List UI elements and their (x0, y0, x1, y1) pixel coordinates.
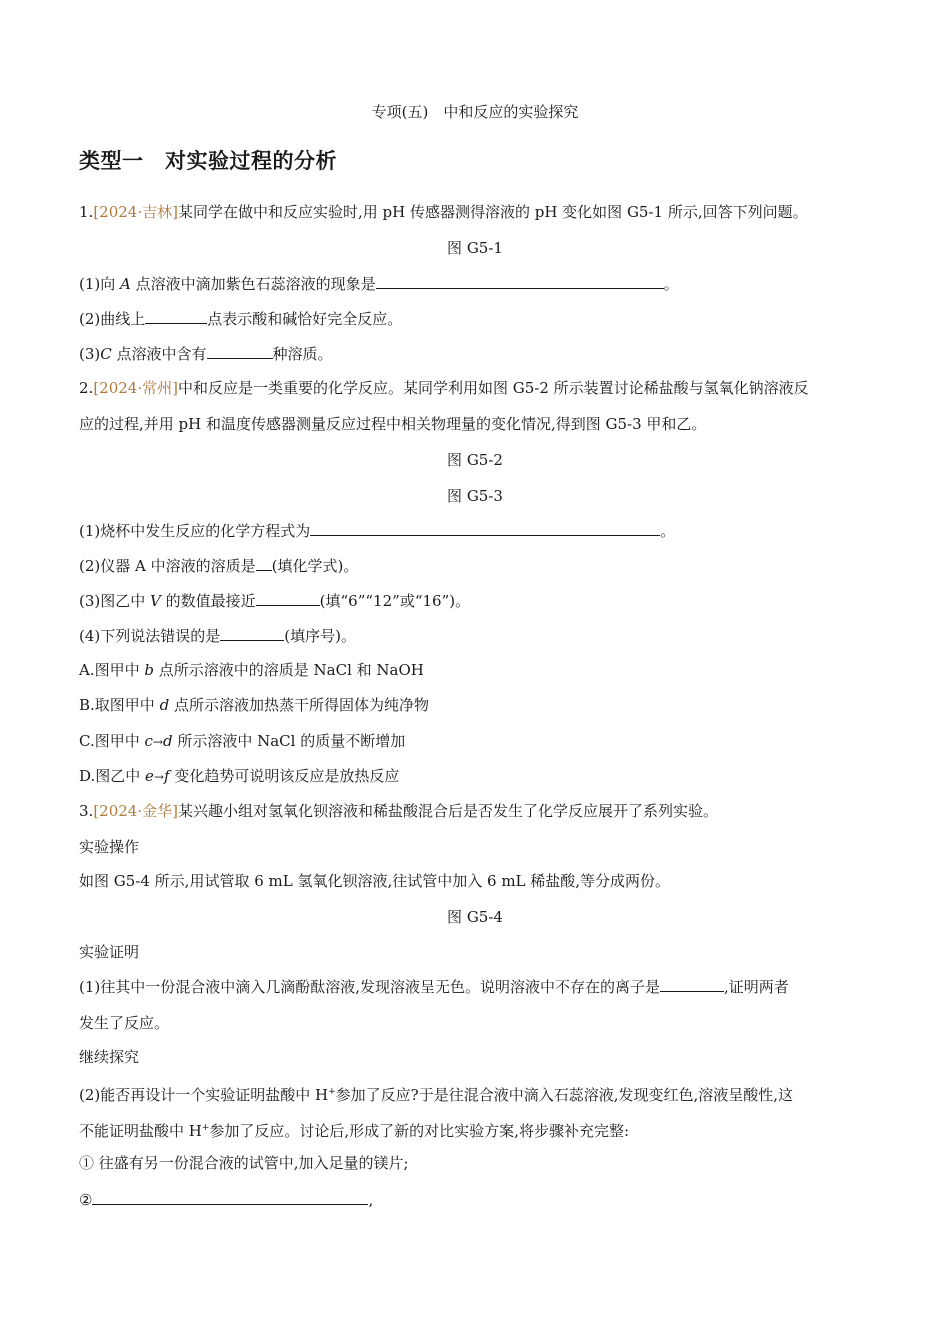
subheading-continue: 继续探究 (79, 1048, 140, 1066)
q3-part1-line2: 发生了反应。 (79, 1014, 170, 1032)
option-text: 变化趋势可说明该反应是放热反应 (169, 767, 400, 785)
part-text: (3)图乙中 (79, 592, 151, 610)
q2-part4 (79, 625, 356, 646)
source-tag: [2024·金华] (93, 802, 178, 820)
subheading-proof: 实验证明 (79, 943, 140, 961)
q1-part3 (79, 343, 333, 364)
q1-stem (79, 202, 808, 222)
part-text: 参加了反应?于是往混合液中滴入石蕊溶液,发现变红色,溶液呈酸性,这 (335, 1086, 794, 1104)
q2-stem-line1 (79, 378, 809, 398)
part-text: (1)烧杯中发生反应的化学方程式为 (79, 522, 311, 540)
q1-part2 (79, 308, 402, 329)
part-text: 点溶液中含有 (111, 345, 207, 363)
variable: f (163, 767, 170, 785)
answer-blank[interactable] (145, 308, 207, 324)
q2-part3 (79, 590, 470, 611)
variable: b (144, 661, 154, 679)
arrow-symbol: → (153, 770, 164, 784)
q3-part2-line2 (79, 1118, 629, 1141)
part-text: 种溶质。 (272, 345, 333, 363)
q3-operation-text: 如图 G5-4 所示,用试管取 6 mL 氢氧化钡溶液,往试管中加入 6 mL 稀盐酸,等分成两份。 (79, 872, 671, 890)
part-text: (填“6”“12”或“16”)。 (319, 592, 471, 610)
option-text: B.取图甲中 (79, 696, 160, 714)
answer-blank[interactable] (310, 520, 660, 536)
q2-option-d (79, 766, 399, 787)
answer-blank[interactable] (220, 625, 284, 641)
question-text: 中和反应是一类重要的化学反应。某同学利用如图 G5-2 所示装置讨论稀盐酸与氢氧化钠溶液反 (177, 379, 809, 397)
question-number: 2. (79, 379, 94, 397)
part-text: (1)往其中一份混合液中滴入几滴酚酞溶液,发现溶液呈无色。说明溶液中不存在的离子是 (79, 978, 661, 996)
part-text: (3) (79, 345, 101, 363)
question-number: 1. (79, 203, 94, 221)
question-text: 某同学在做中和反应实验时,用 pH 传感器测得溶液的 pH 变化如图 G5-1 所示,回答下列问题。 (177, 203, 808, 221)
option-text: D.图乙中 (79, 767, 146, 785)
part-text: 点溶液中滴加紫色石蕊溶液的现象是 (130, 275, 376, 293)
figure-caption-g5-1: 图 G5-1 (447, 239, 503, 257)
option-text: 点所示溶液中的溶质是 NaCl 和 NaOH (153, 661, 424, 679)
q3-part1 (79, 976, 789, 997)
source-tag: [2024·常州] (93, 379, 178, 397)
variable: d (159, 696, 170, 714)
variable: d (162, 732, 173, 750)
question-text: 某兴趣小组对氢氧化钡溶液和稀盐酸混合后是否发生了化学反应展开了系列实验。 (177, 802, 718, 820)
part-text: (2)能否再设计一个实验证明盐酸中 H (79, 1086, 329, 1104)
superscript: + (328, 1087, 336, 1097)
figure-caption-g5-3: 图 G5-3 (447, 487, 503, 505)
option-text: 所示溶液中 NaCl 的质量不断增加 (172, 732, 406, 750)
source-tag: [2024·吉林] (93, 203, 178, 221)
section-heading: 类型一 对实验过程的分析 (79, 149, 337, 173)
figure-caption-g5-4: 图 G5-4 (447, 908, 503, 926)
q2-option-c (79, 731, 405, 752)
answer-blank[interactable] (256, 555, 272, 571)
variable: C (100, 345, 112, 363)
answer-blank[interactable] (207, 343, 273, 359)
step-marker: ② (79, 1191, 93, 1209)
variable: A (120, 275, 131, 293)
part-text: (2)曲线上 (79, 310, 146, 328)
part-text: (填化学式)。 (271, 557, 359, 575)
q3-step1: ① 往盛有另一份混合液的试管中,加入足量的镁片; (79, 1154, 409, 1172)
option-text: C.图甲中 (79, 732, 145, 750)
q3-step2 (79, 1189, 373, 1210)
variable: e (145, 767, 154, 785)
part-text: (2)仪器 A 中溶液的溶质是 (79, 557, 256, 575)
variable: c (144, 732, 153, 750)
q3-stem (79, 801, 718, 821)
part-text: 。 (663, 275, 679, 293)
part-text: 点表示酸和碱恰好完全反应。 (207, 310, 403, 328)
q2-part2 (79, 555, 358, 576)
page-title: 专项(五) 中和反应的实验探究 (371, 103, 579, 121)
part-text: , (368, 1191, 374, 1209)
figure-caption-g5-2: 图 G5-2 (447, 451, 503, 469)
q2-option-b (79, 695, 429, 715)
option-text: 点所示溶液加热蒸干所得固体为纯净物 (169, 696, 429, 714)
q2-option-a (79, 660, 424, 680)
part-text: 参加了反应。讨论后,形成了新的对比实验方案,将步骤补充完整: (209, 1122, 629, 1140)
part-text: 的数值最接近 (160, 592, 256, 610)
part-text: (1)向 (79, 275, 121, 293)
option-text: A.图甲中 (79, 661, 145, 679)
answer-blank[interactable] (376, 273, 664, 289)
part-text: 不能证明盐酸中 H (79, 1122, 202, 1140)
arrow-symbol: → (152, 735, 163, 749)
answer-blank[interactable] (660, 976, 724, 992)
part-text: ,证明两者 (724, 978, 789, 996)
part-text: 。 (660, 522, 676, 540)
variable: V (150, 592, 161, 610)
answer-blank[interactable] (92, 1189, 368, 1205)
subheading-operation: 实验操作 (79, 838, 140, 856)
part-text: (填序号)。 (284, 627, 356, 645)
q1-part1 (79, 273, 679, 294)
q3-part2-line1 (79, 1082, 793, 1105)
q2-part1 (79, 520, 675, 541)
q2-stem-line2: 应的过程,并用 pH 和温度传感器测量反应过程中相关物理量的变化情况,得到图 G5-3 甲和乙。 (79, 415, 707, 433)
part-text: (4)下列说法错误的是 (79, 627, 221, 645)
question-number: 3. (79, 802, 94, 820)
answer-blank[interactable] (256, 590, 320, 606)
superscript: + (201, 1123, 210, 1133)
